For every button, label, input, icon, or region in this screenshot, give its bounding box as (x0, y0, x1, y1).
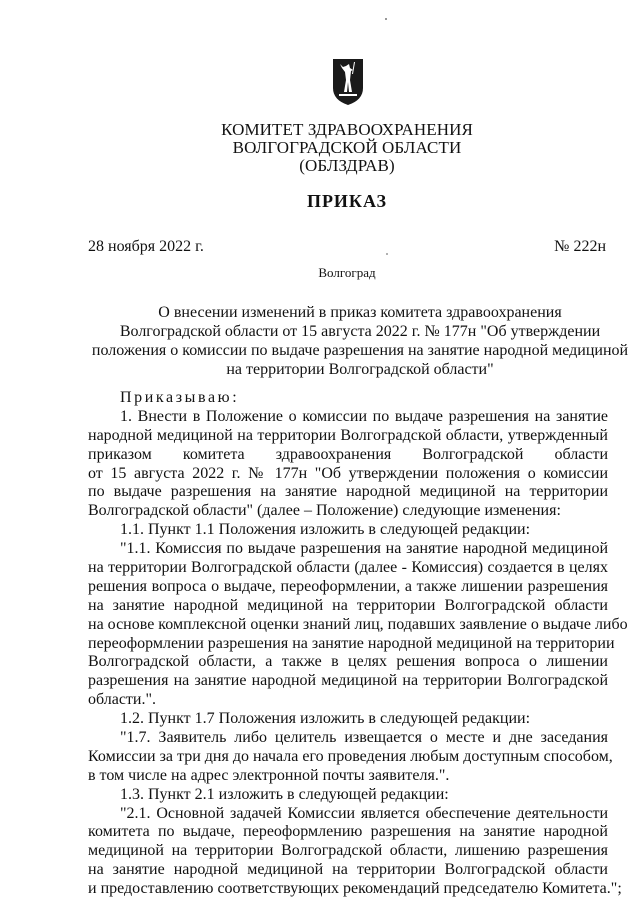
body-line: "2.1. Основной задачей Комиссии является обеспечение деятельности (120, 804, 608, 822)
body-line: и предоставлению соответствующих рекомендаций председателю Комитета."; (88, 880, 622, 898)
subject-line: положения о комиссии по выдаче разрешения на занятие народной медициной (91, 342, 629, 359)
body-line: народной медициной на территории Волгоградской области, утвержденный (88, 426, 608, 444)
volgograd-coat-of-arms-icon (332, 58, 364, 106)
body-line: приказом комитета здравоохранения Волгоградской области (88, 445, 608, 463)
body-line: переоформлении разрешения на занятие народной медициной на территории (88, 634, 615, 652)
org-name-line-1: КОМИТЕТ ЗДРАВООХРАНЕНИЯ (221, 120, 473, 139)
body-line: Приказываю: (120, 389, 240, 406)
subject-line: на территории Волгоградской области" (226, 361, 494, 378)
body-line: "1.7. Заявитель либо целитель извещается о месте и дне заседания (120, 729, 608, 747)
body-line: решения вопроса о выдаче, переоформлении, а также лишении разрешения (88, 577, 608, 595)
document-body (88, 389, 628, 899)
subject-line: О внесении изменений в приказ комитета здравоохранения (158, 304, 562, 321)
scan-speck (386, 253, 388, 255)
body-line: на занятие народной медициной на территории Волгоградской области (88, 861, 608, 879)
body-line: на занятие народной медициной на территории Волгоградской области (88, 596, 608, 614)
scan-speck (385, 18, 387, 20)
body-line: от 15 августа 2022 г. № 177н "Об утверждении положения о комиссии (88, 464, 608, 482)
document-subject (90, 303, 630, 379)
document-number: № 222н (554, 238, 606, 255)
body-line: Волгоградской области, а также в целях решения вопроса о лишении (88, 653, 608, 671)
body-line: на территории Волгоградской области (далее - Комиссия) создается в целях (88, 559, 608, 577)
body-line: Комиссии за три дня до начала его проведения любым доступным способом, (88, 747, 613, 765)
body-line: 1. Внести в Положение о комиссии по выдаче разрешения на занятие (120, 407, 608, 425)
body-line: 1.1. Пункт 1.1 Положения изложить в следующей редакции: (120, 521, 531, 539)
body-line: "1.1. Комиссия по выдаче разрешения на занятие народной медициной (120, 540, 608, 558)
document-city: Волгоград (318, 265, 376, 280)
body-line: области.". (88, 691, 157, 709)
org-name-line-2: ВОЛГОГРАДСКОЙ ОБЛАСТИ (232, 138, 462, 157)
body-line: Волгоградской области" (далее – Положение) следующие изменения: (88, 502, 561, 520)
document-date: 28 ноября 2022 г. (88, 238, 204, 255)
body-line: на основе комплексной оценки знаний лиц, подавших заявление о выдаче либо (88, 615, 628, 633)
document-type-title: ПРИКАЗ (306, 191, 388, 211)
body-line: медициной на территории Волгоградской области, лишению разрешения (88, 842, 608, 860)
body-line: по выдаче разрешения на занятие народной медициной на территории (88, 483, 608, 501)
body-line: комитета по выдаче, переоформлению разрешения на занятие народной (88, 823, 608, 841)
subject-line: Волгоградской области от 15 августа 2022 г. № 177н "Об утверждении (119, 323, 601, 340)
body-line: 1.2. Пункт 1.7 Положения изложить в следующей редакции: (120, 710, 531, 728)
body-line: разрешения на занятие народной медициной на территории Волгоградской (88, 672, 608, 690)
body-line: 1.3. Пункт 2.1 изложить в следующей редакции: (120, 785, 449, 803)
body-line: в том числе на адрес электронной почты заявителя.". (88, 766, 450, 784)
org-abbreviation: (ОБЛЗДРАВ) (299, 156, 395, 175)
